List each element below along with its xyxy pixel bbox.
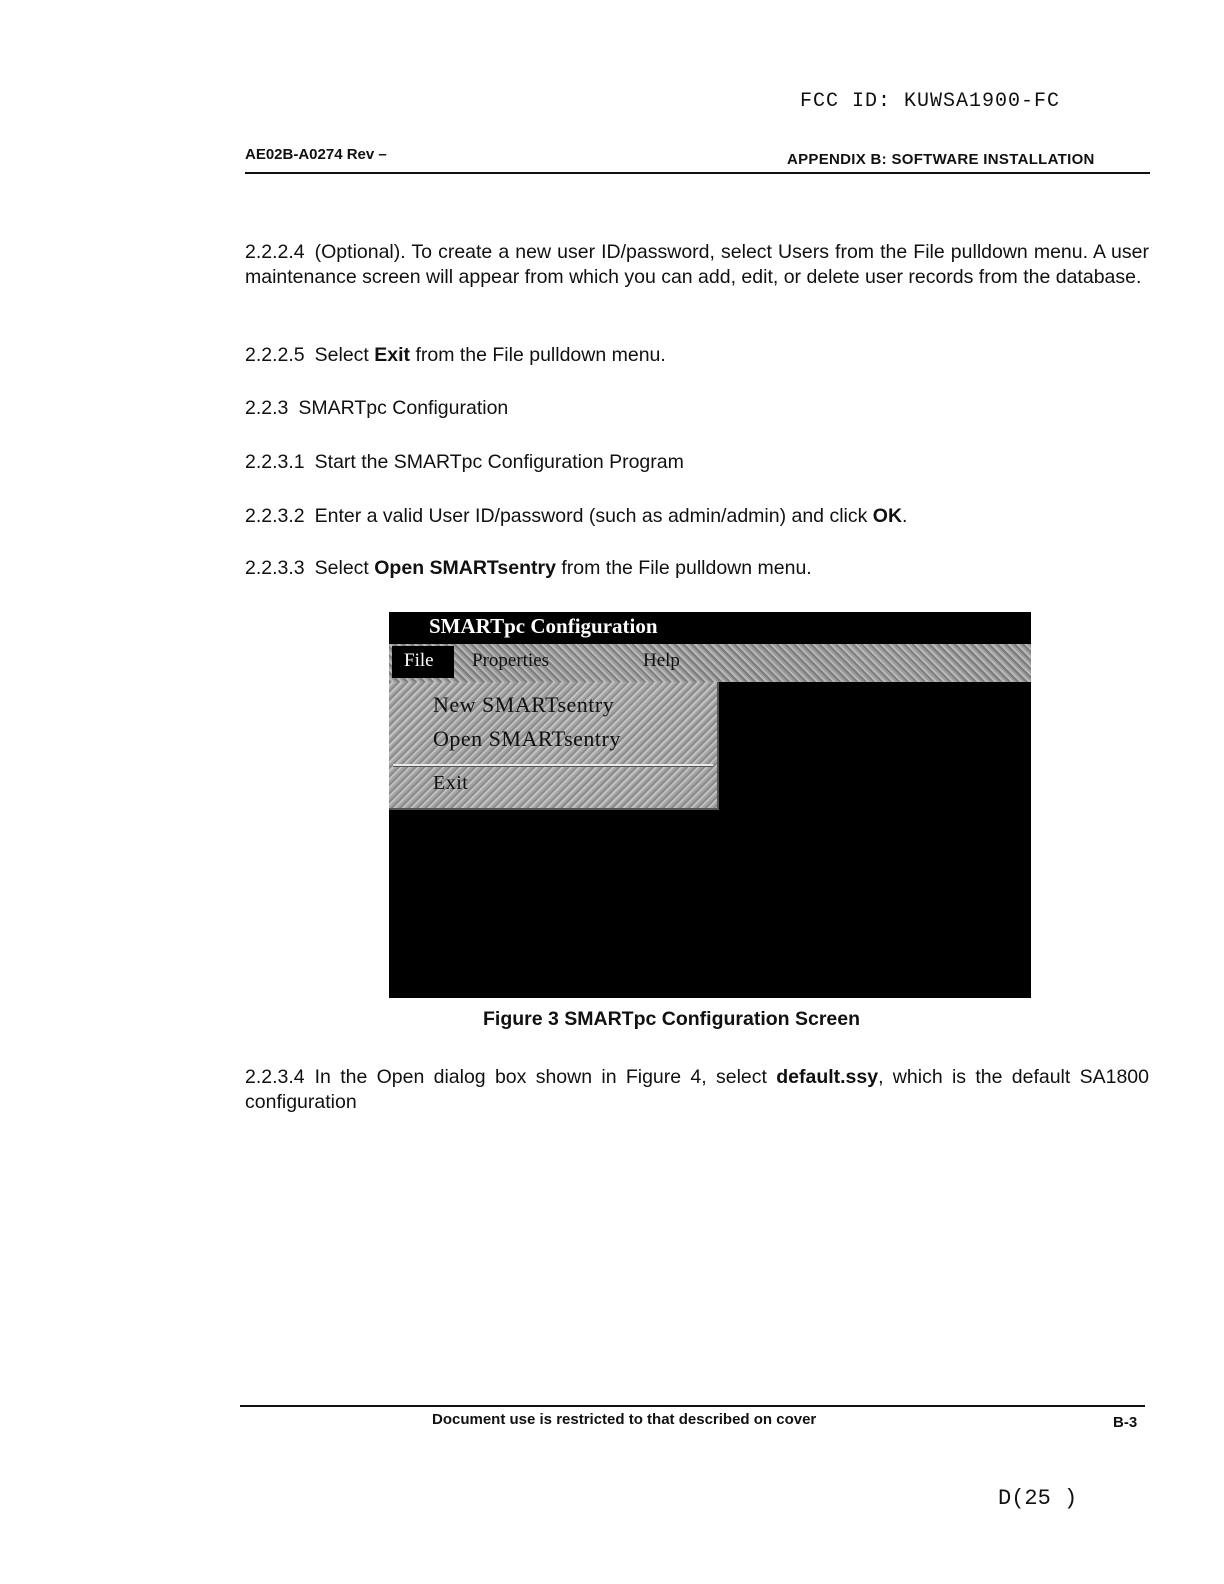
emphasis-exit: Exit — [374, 344, 411, 366]
menu-item-new-smartsentry[interactable]: New SMARTsentry — [433, 692, 615, 717]
menu-item-open-smartsentry[interactable]: Open SMARTsentry — [433, 726, 621, 751]
paragraph-number: 2.2.3.1 — [245, 451, 305, 473]
paragraph-text: Start the SMARTpc Configuration Program — [314, 451, 684, 473]
paragraph-text: In the Open dialog box shown in Figure 4, select — [314, 1066, 777, 1088]
emphasis-ok: OK — [872, 505, 903, 527]
menu-file-label: File — [404, 650, 434, 671]
footer-notice: Document use is restricted to that described on cover — [432, 1411, 817, 1428]
paragraph-text: Enter a valid User ID/password (such as admin/admin) and click — [314, 505, 873, 527]
menu-properties[interactable]: Properties — [472, 650, 550, 671]
menu-separator — [393, 764, 713, 767]
window-title: SMARTpc Configuration — [429, 614, 658, 638]
heading-2-2-3 — [245, 396, 508, 421]
paragraph-text: from the File pulldown menu. — [555, 557, 812, 579]
heading-text: SMARTpc Configuration — [298, 397, 509, 419]
menu-help[interactable]: Help — [643, 650, 680, 671]
menu-item-exit[interactable]: Exit — [433, 772, 469, 794]
file-dropdown-menu — [389, 682, 719, 810]
paragraph-2-2-2-4 — [245, 240, 1149, 290]
paragraph-2-2-3-3 — [245, 556, 812, 581]
fcc-id: FCC ID: KUWSA1900-FC — [800, 90, 1061, 113]
paragraph-2-2-2-5 — [245, 343, 666, 368]
doc-number: AE02B-A0274 Rev – — [245, 146, 387, 163]
paragraph-number: 2.2.2.5 — [245, 344, 305, 366]
paragraph-text: Select — [314, 344, 375, 366]
paragraph-text: . — [902, 505, 908, 527]
handwritten-page-mark: D(25 ) — [998, 1486, 1078, 1511]
figure-caption: Figure 3 SMARTpc Configuration Screen — [483, 1008, 861, 1030]
paragraph-2-2-3-1 — [245, 450, 684, 475]
paragraph-text: from the File pulldown menu. — [410, 344, 666, 366]
paragraph-text: Select — [314, 557, 375, 579]
figure-screenshot — [389, 612, 1031, 998]
page-number: B-3 — [1113, 1414, 1138, 1431]
paragraph-2-2-3-2 — [245, 504, 907, 529]
paragraph-text: (Optional). To create a new user ID/password, select Users from the File pulldown menu. A user maintenance screen will appear from which you can add, edit, or delete user records from the database. — [245, 241, 1149, 288]
footer-rule — [240, 1405, 1145, 1407]
paragraph-number: 2.2.2.4 — [245, 241, 305, 263]
paragraph-number: 2.2.3.3 — [245, 557, 305, 579]
paragraph-number: 2.2.3.4 — [245, 1066, 305, 1088]
menu-file[interactable] — [392, 646, 454, 678]
paragraph-number: 2.2.3.2 — [245, 505, 305, 527]
paragraph-text: , which is the default SA1800 configuration — [245, 1066, 1149, 1113]
header-rule — [245, 172, 1150, 174]
paragraph-2-2-3-4 — [245, 1065, 1149, 1115]
section-title: APPENDIX B: SOFTWARE INSTALLATION — [787, 151, 1095, 168]
paragraph-number: 2.2.3 — [245, 397, 289, 419]
window-titlebar — [389, 612, 1031, 644]
menu-bar — [389, 644, 1031, 682]
emphasis-open-smartsentry: Open SMARTsentry — [374, 557, 556, 579]
emphasis-default-ssy: default.ssy — [776, 1066, 879, 1088]
